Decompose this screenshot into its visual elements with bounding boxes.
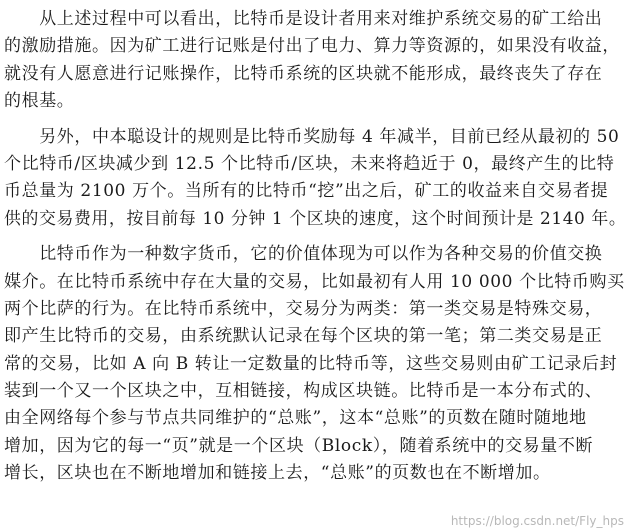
- paragraph-3: [4, 241, 628, 488]
- text-line: 媒介。在比特币系统中存在大量的交易，比如最初有人用 10 000 个比特币购买: [4, 271, 625, 292]
- text-line: 比特币作为一种数字货币，它的价值体现为可以作为各种交易的价值交换: [4, 244, 603, 265]
- text-line: 增加，因为它的每一“页”就是一个区块（Block），随着系统中的交易量不断: [4, 435, 594, 456]
- text-line: 另外，中本聪设计的规则是比特币奖励每 4 年减半，目前已经从最初的 50: [4, 126, 620, 147]
- text-line: 币总量为 2100 万个。当所有的比特币“挖”出之后，矿工的收益来自交易者提: [4, 181, 609, 202]
- text-line: 从上述过程中可以看出，比特币是设计者用来对维护系统交易的矿工给出: [4, 9, 603, 29]
- text-line: 的根基。: [4, 91, 75, 112]
- text-line: 个比特币/区块减少到 12.5 个比特币/区块，未来将趋近于 0，最终产生的比特: [4, 153, 615, 174]
- text-line: 装到一个又一个区块之中，互相链接，构成区块链。比特币是一本分布式的、: [4, 381, 603, 402]
- text-line: 的激励措施。因为矿工进行记账是付出了电力、算力等资源的，如果没有收益，: [4, 36, 620, 57]
- text-line: 增长，区块也在不断地增加和链接上去，“总账”的页数也在不断增加。: [4, 463, 551, 484]
- text-line: 两个比萨的行为。在比特币系统中，交易分为两类：第一类交易是特殊交易，: [4, 298, 603, 319]
- paragraph-2: [4, 124, 628, 234]
- text-line: 即产生比特币的交易，由系统默认记录在每个区块的第一笔；第二类交易是正: [4, 326, 603, 347]
- text-line: 供的交易费用，按目前每 10 分钟 1 个区块的速度，这个时间预计是 2140 年。: [4, 208, 627, 229]
- text-line: 常的交易，比如 A 向 B 转让一定数量的比特币等，这些交易则由矿工记录后封: [4, 353, 618, 374]
- text-line: 就没有人愿意进行记账操作，比特币系统的区块就不能形成，最终丧失了存在: [4, 63, 603, 84]
- paragraph-1: [4, 6, 628, 116]
- text-line: 由全网络每个参与节点共同维护的“总账”，这本“总账”的页数在随时随地地: [4, 408, 587, 429]
- watermark: https://blog.csdn.net/Fly_hps: [450, 514, 624, 528]
